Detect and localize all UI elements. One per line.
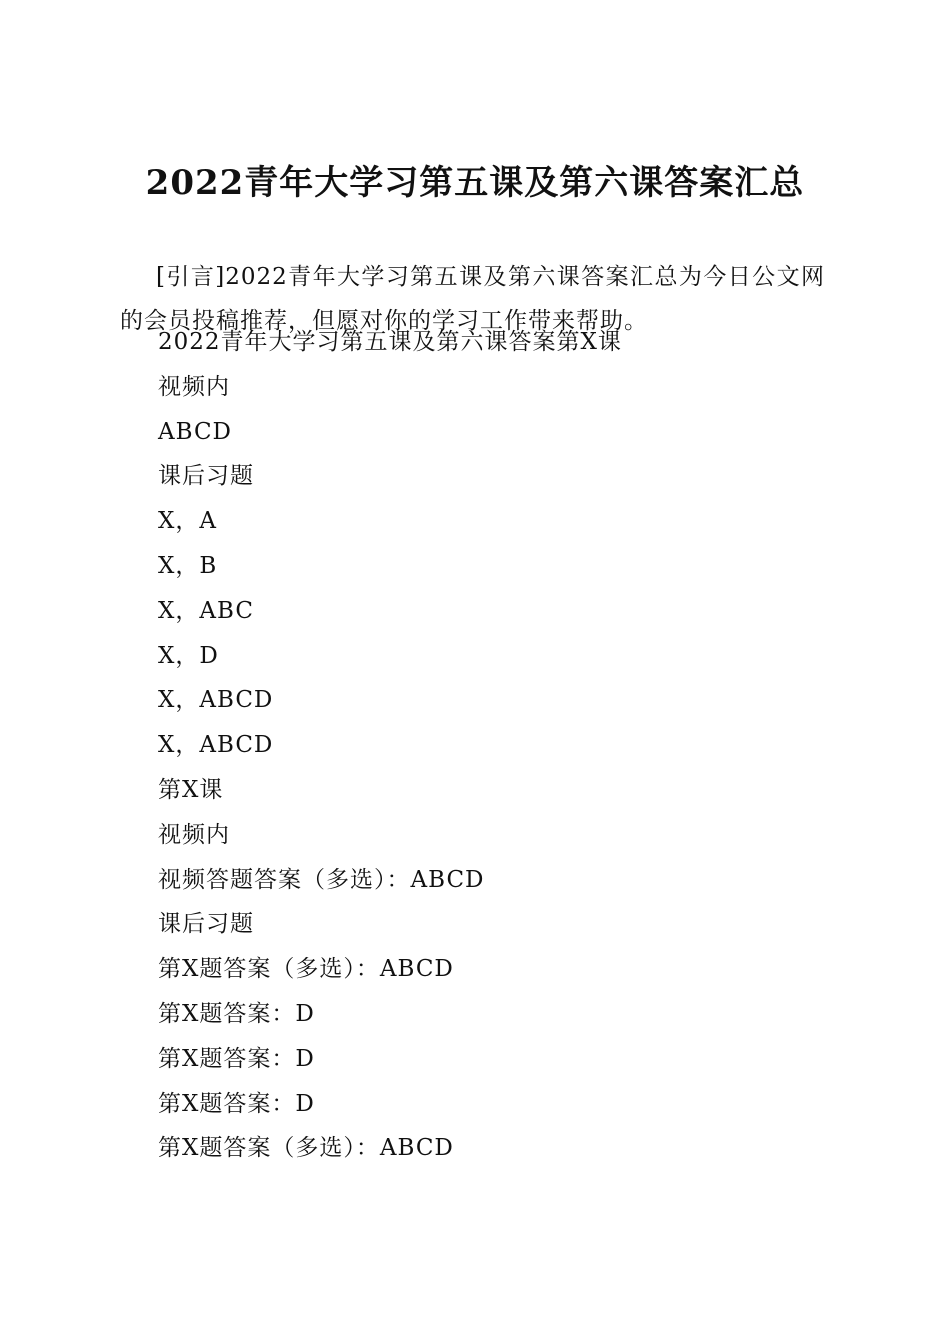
answer-line: 课后习题 — [158, 463, 254, 490]
answer-line: X，ABC — [158, 597, 254, 624]
answer-line: X，ABCD — [158, 732, 274, 759]
intro-paragraph: [引言]2022青年大学习第五课及第六课答案汇总为今日公文网的会员投稿推荐，但愿对你的学习工作带来帮助。 — [120, 264, 825, 334]
answer-line: X，B — [158, 552, 218, 579]
answer-line: 视频内 — [158, 373, 230, 400]
answer-line: 课后习题 — [158, 911, 254, 938]
answer-line: ABCD — [158, 418, 232, 445]
answer-line: 视频内 — [158, 821, 230, 848]
answer-line: 第X课 — [158, 776, 224, 803]
answer-line: X，D — [158, 642, 219, 669]
answer-line: 第X题答案（多选）：ABCD — [158, 1135, 454, 1162]
answer-line: 第X题答案：D — [158, 1000, 315, 1027]
answer-line: X，A — [158, 508, 217, 535]
answer-line: 2022青年大学习第五课及第六课答案第X课 — [158, 329, 622, 355]
answer-list — [158, 320, 838, 1171]
answer-line: X，ABCD — [158, 687, 274, 714]
document-title: 2022青年大学习第五课及第六课答案汇总 — [145, 162, 805, 203]
answer-line: 第X题答案：D — [158, 1090, 315, 1117]
answer-line: 第X题答案：D — [158, 1045, 315, 1072]
answer-line: 第X题答案（多选）：ABCD — [158, 956, 454, 983]
answer-line: 视频答题答案（多选）：ABCD — [158, 866, 485, 893]
